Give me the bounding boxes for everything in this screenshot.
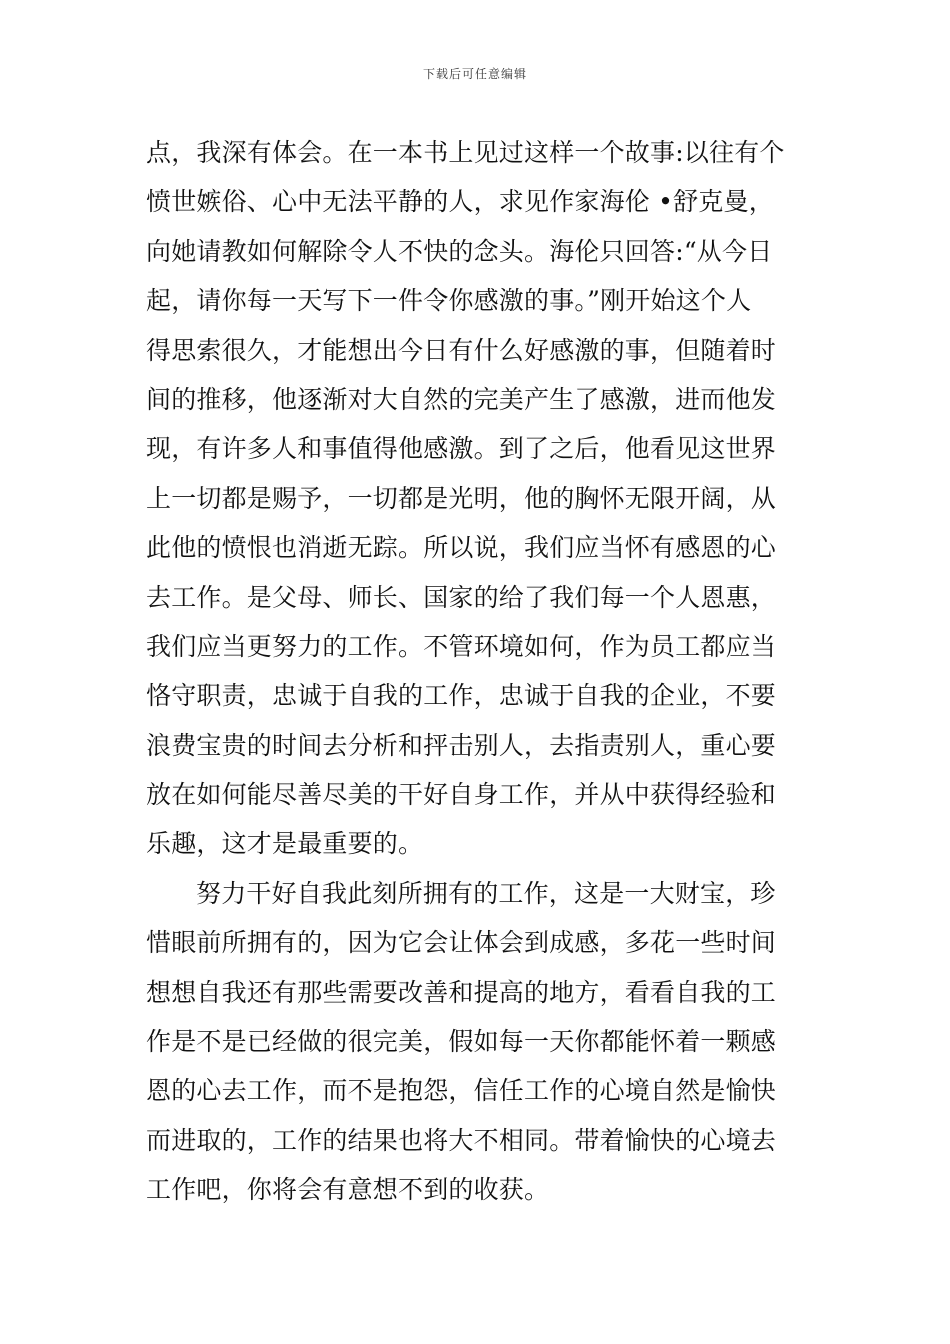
paragraph-1-line: 点，我深有体会。在一本书上见过这样一个故事:以往有个 [146,138,785,167]
paragraph-1-line: 起，请你每一天写下一件令你感激的事。”刚开始这个人 [146,286,752,316]
page-header-note: 下载后可任意编辑 [422,67,527,81]
paragraph-1-line: 向她请教如何解除令人不快的念头。海伦只回答:“从今日 [146,236,773,266]
paragraph-1-line: 我们应当更努力的工作。不管环境如何，作为员工都应当 [146,631,777,661]
paragraph-2-line: 惜眼前所拥有的，因为它会让体会到成感，多花一些时间 [146,928,777,958]
paragraph-2-line: 工作吧，你将会有意想不到的收获。 [146,1175,550,1205]
paragraph-2-line: 想想自我还有那些需要改善和提高的地方，看看自我的工 [146,977,777,1007]
paragraph-1-line: 浪费宝贵的时间去分析和抨击别人，去指责别人，重心要 [146,730,777,760]
paragraph-1-line: 上一切都是赐予，一切都是光明，他的胸怀无限开阔，从 [146,483,777,513]
paragraph-2-line: 恩的心去工作，而不是抱怨，信任工作的心境自然是愉快 [146,1076,777,1106]
paragraph-1-line: 得思索很久，才能想出今日有什么好感激的事，但随着时 [146,335,777,365]
paragraph-1-line: 放在如何能尽善尽美的干好自身工作，并从中获得经验和 [146,780,777,810]
paragraph-2-line: 作是不是已经做的很完美，假如每一天你都能怀着一颗感 [146,1027,777,1057]
paragraph-1-line: 恪守职责，忠诚于自我的工作，忠诚于自我的企业，不要 [146,681,777,711]
document-body [146,128,810,1215]
paragraph-1-line: 乐趣，这才是最重要的。 [146,829,424,859]
paragraph-1-line: 愤世嫉俗、心中无法平静的人，求见作家海伦 •舒克曼， [146,187,774,217]
paragraph-1-line: 此他的愤恨也消逝无踪。所以说，我们应当怀有感恩的心 [146,533,777,563]
paragraph-1-line: 去工作。是父母、师长、国家的给了我们每一个人恩惠， [146,582,777,612]
paragraph-1-line: 现，有许多人和事值得他感激。到了之后，他看见这世界 [146,434,777,464]
paragraph-2-line: 而进取的，工作的结果也将大不相同。带着愉快的心境去 [146,1125,777,1155]
paragraph-1-line: 间的推移，他逐渐对大自然的完美产生了感激，进而他发 [146,384,777,414]
paragraph-2-first-line: 努力干好自我此刻所拥有的工作，这是一大财宝，珍 [196,878,776,908]
